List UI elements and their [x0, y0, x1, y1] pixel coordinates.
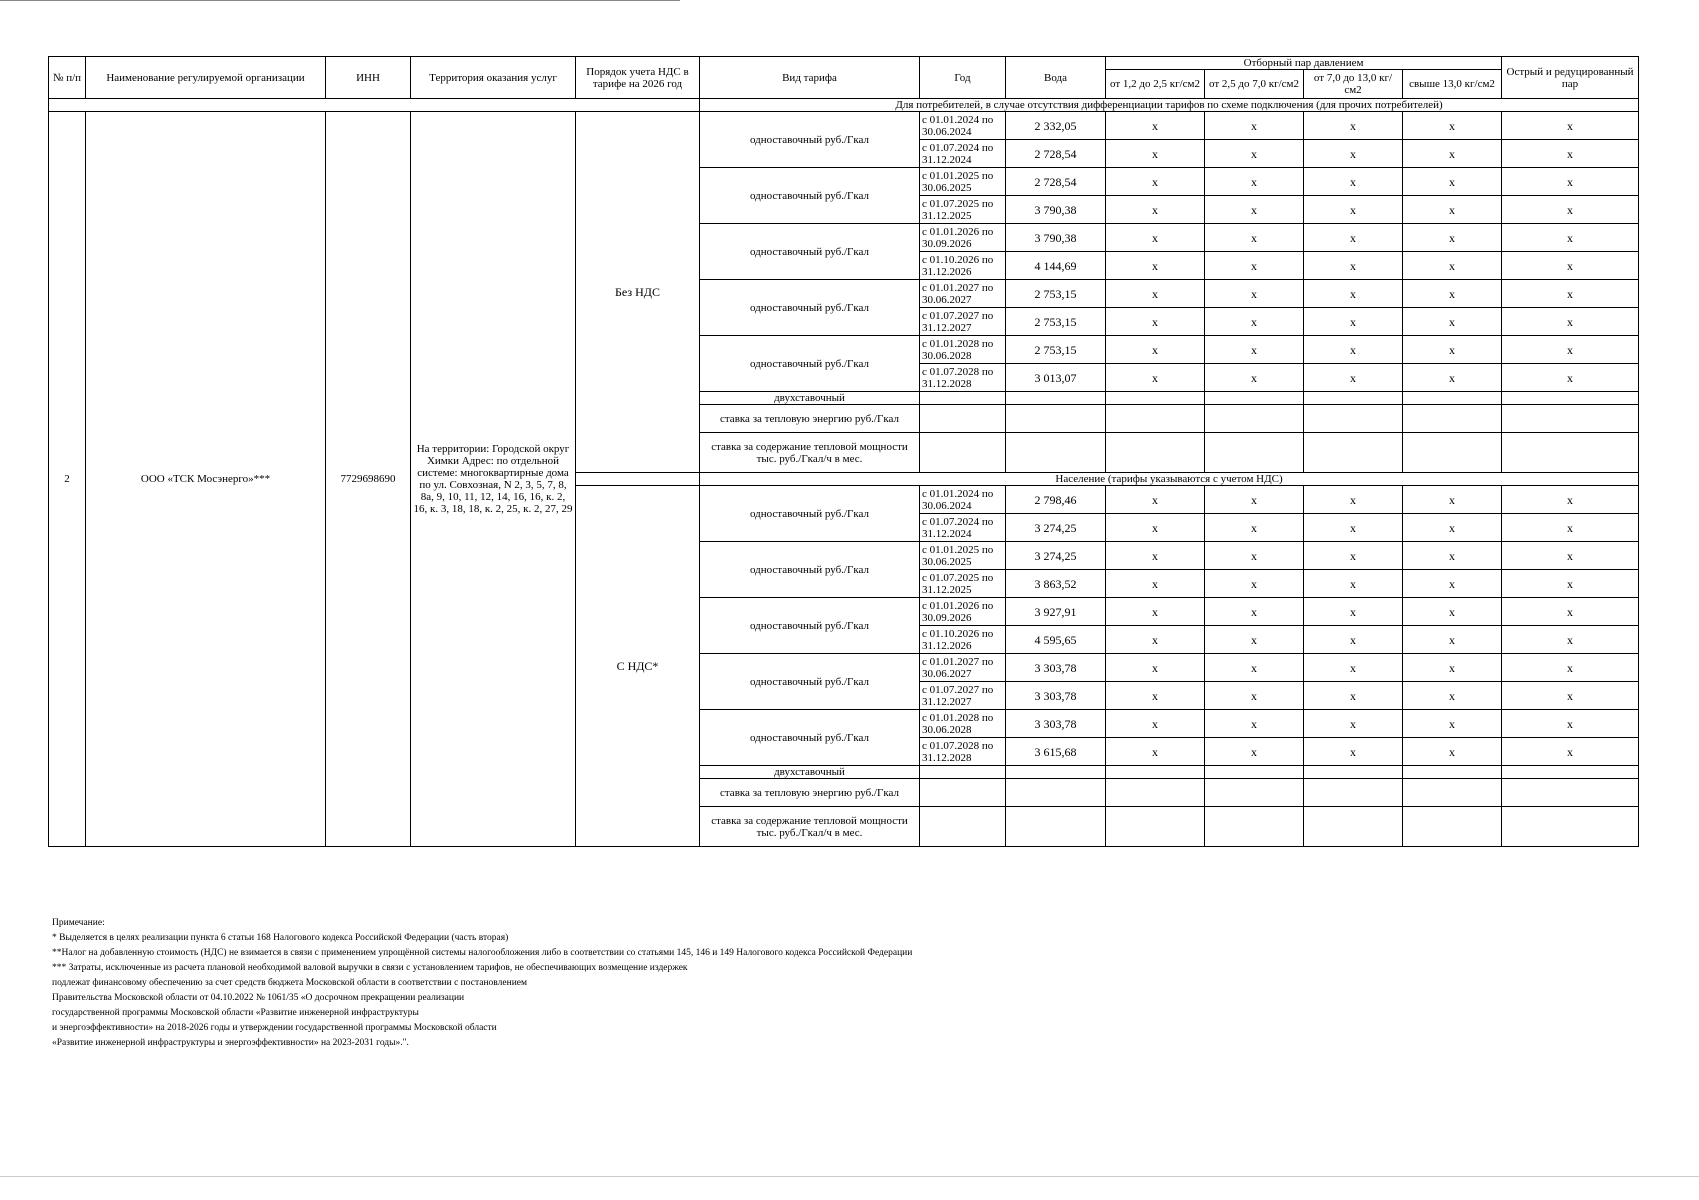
- period-cell: с 01.01.2025 по 30.06.2025: [920, 168, 1006, 196]
- x-cell: x: [1502, 654, 1639, 682]
- x-cell: x: [1403, 140, 1502, 168]
- period-cell: с 01.07.2025 по 31.12.2025: [920, 570, 1006, 598]
- x-cell: x: [1502, 308, 1639, 336]
- capacity-rate-label: ставка за содержание тепловой мощности тыс. руб./Гкал/ч в мес.: [700, 433, 920, 473]
- tariff-type-label: одноставочный руб./Гкал: [700, 336, 920, 392]
- tariff-type-label: одноставочный руб./Гкал: [700, 654, 920, 710]
- x-cell: x: [1304, 598, 1403, 626]
- x-cell: x: [1403, 224, 1502, 252]
- section-others-title: Для потребителей, в случае отсутствия дифференциации тарифов по схеме подключения (для прочих потребителей): [700, 99, 1639, 112]
- note-line: *** Затраты, исключенные из расчета плановой необходимой валовой выручки в связи с установлением тарифов, не обеспечивающих возмещение издержек: [52, 963, 688, 973]
- period-cell: с 01.07.2028 по 31.12.2028: [920, 738, 1006, 766]
- header-tariff-type: Вид тарифа: [700, 57, 920, 99]
- note-line: «Развитие инженерной инфраструктуры и энергоэффективности» на 2023-2031 годы».".: [52, 1038, 409, 1048]
- x-cell: x: [1205, 738, 1304, 766]
- x-cell: x: [1106, 280, 1205, 308]
- x-cell: x: [1403, 112, 1502, 140]
- x-cell: x: [1304, 486, 1403, 514]
- period-cell: с 01.01.2025 по 30.06.2025: [920, 542, 1006, 570]
- row-territory: На территории: Городской округ Химки Адрес: по отдельной системе: многоквартирные дома по ул. Совхозная, N 2, 3, 5, 7, 8, 8а, 9, 10, 11, 12, 14, 16, 16, к. 2, 16, к. 3, 18, 18, к. 2, 25, к. 2, 27, 29: [411, 112, 576, 847]
- water-value: 3 303,78: [1006, 654, 1106, 682]
- scan-artifact-bottom: [0, 1176, 1699, 1177]
- x-cell: x: [1205, 626, 1304, 654]
- x-cell: x: [1106, 112, 1205, 140]
- x-cell: x: [1205, 252, 1304, 280]
- x-cell: x: [1403, 308, 1502, 336]
- x-cell: x: [1205, 710, 1304, 738]
- x-cell: x: [1106, 570, 1205, 598]
- section-spacer: [576, 473, 700, 486]
- x-cell: x: [1205, 486, 1304, 514]
- tariff-type-label: одноставочный руб./Гкал: [700, 542, 920, 598]
- header-inn: ИНН: [326, 57, 411, 99]
- note-line: подлежат финансовому обеспечению за счет средств бюджета Московской области в соответствии с постановлением: [52, 978, 528, 988]
- water-value: 2 728,54: [1006, 168, 1106, 196]
- x-cell: x: [1403, 682, 1502, 710]
- vat-label-with-vat: С НДС*: [576, 486, 700, 847]
- water-value: 2 753,15: [1006, 280, 1106, 308]
- water-value: 3 013,07: [1006, 364, 1106, 392]
- x-cell: x: [1502, 710, 1639, 738]
- x-cell: x: [1403, 598, 1502, 626]
- x-cell: x: [1502, 280, 1639, 308]
- water-value: 3 303,78: [1006, 682, 1106, 710]
- note-line: Правительства Московской области от 04.10.2022 № 1061/35 «О досрочном прекращении реализации: [52, 993, 465, 1003]
- period-cell: с 01.01.2028 по 30.06.2028: [920, 336, 1006, 364]
- x-cell: x: [1502, 364, 1639, 392]
- notes-title: Примечание:: [52, 918, 105, 928]
- period-cell: с 01.01.2024 по 30.06.2024: [920, 486, 1006, 514]
- x-cell: x: [1304, 364, 1403, 392]
- x-cell: x: [1304, 626, 1403, 654]
- x-cell: x: [1304, 112, 1403, 140]
- period-cell: с 01.07.2024 по 31.12.2024: [920, 140, 1006, 168]
- x-cell: x: [1304, 280, 1403, 308]
- x-cell: x: [1502, 168, 1639, 196]
- x-cell: x: [1106, 682, 1205, 710]
- x-cell: x: [1403, 570, 1502, 598]
- x-cell: x: [1205, 280, 1304, 308]
- x-cell: x: [1403, 542, 1502, 570]
- scan-artifact-top: [0, 0, 680, 1]
- tariff-type-label: одноставочный руб./Гкал: [700, 598, 920, 654]
- header-num: № п/п: [49, 57, 86, 99]
- x-cell: x: [1502, 738, 1639, 766]
- energy-rate-label: ставка за тепловую энергию руб./Гкал: [700, 405, 920, 433]
- tariff-type-label: одноставочный руб./Гкал: [700, 486, 920, 542]
- header-year: Год: [920, 57, 1006, 99]
- period-cell: с 01.01.2028 по 30.06.2028: [920, 710, 1006, 738]
- x-cell: x: [1106, 336, 1205, 364]
- x-cell: x: [1304, 682, 1403, 710]
- header-steam-3: от 7,0 до 13,0 кг/см2: [1304, 70, 1403, 99]
- water-value: 3 927,91: [1006, 598, 1106, 626]
- water-value: 2 753,15: [1006, 308, 1106, 336]
- x-cell: x: [1106, 654, 1205, 682]
- water-value: 2 728,54: [1006, 140, 1106, 168]
- header-steam-2: от 2,5 до 7,0 кг/см2: [1205, 70, 1304, 99]
- water-value: 4 595,65: [1006, 626, 1106, 654]
- period-cell: с 01.10.2026 по 31.12.2026: [920, 626, 1006, 654]
- water-value: 3 790,38: [1006, 196, 1106, 224]
- header-sharp-steam: Острый и редуцированный пар: [1502, 57, 1639, 99]
- x-cell: x: [1502, 598, 1639, 626]
- x-cell: x: [1403, 252, 1502, 280]
- water-value: 3 274,25: [1006, 542, 1106, 570]
- x-cell: x: [1304, 252, 1403, 280]
- tariff-table: [48, 56, 1639, 847]
- vat-label-no-vat: Без НДС: [576, 112, 700, 473]
- water-value: 4 144,69: [1006, 252, 1106, 280]
- x-cell: x: [1403, 336, 1502, 364]
- x-cell: x: [1502, 112, 1639, 140]
- period-cell: с 01.07.2028 по 31.12.2028: [920, 364, 1006, 392]
- period-cell: с 01.07.2024 по 31.12.2024: [920, 514, 1006, 542]
- x-cell: x: [1502, 140, 1639, 168]
- header-territory: Территория оказания услуг: [411, 57, 576, 99]
- x-cell: x: [1304, 308, 1403, 336]
- header-vat-order: Порядок учета НДС в тарифе на 2026 год: [576, 57, 700, 99]
- x-cell: x: [1205, 598, 1304, 626]
- x-cell: x: [1205, 570, 1304, 598]
- period-cell: с 01.07.2027 по 31.12.2027: [920, 308, 1006, 336]
- period-cell: с 01.01.2027 по 30.06.2027: [920, 280, 1006, 308]
- water-value: 2 798,46: [1006, 486, 1106, 514]
- x-cell: x: [1502, 682, 1639, 710]
- x-cell: x: [1304, 654, 1403, 682]
- tariff-type-label: одноставочный руб./Гкал: [700, 168, 920, 224]
- x-cell: x: [1106, 598, 1205, 626]
- x-cell: x: [1106, 542, 1205, 570]
- header-steam-group: Отборный пар давлением: [1106, 57, 1502, 70]
- row-org: ООО «ТСК Мосэнерго»***: [86, 112, 326, 847]
- period-cell: с 01.01.2027 по 30.06.2027: [920, 654, 1006, 682]
- two-rate-label: двухставочный: [700, 766, 920, 779]
- x-cell: x: [1403, 280, 1502, 308]
- header-steam-1: от 1,2 до 2,5 кг/см2: [1106, 70, 1205, 99]
- x-cell: x: [1304, 542, 1403, 570]
- period-cell: с 01.01.2026 по 30.09.2026: [920, 598, 1006, 626]
- two-rate-label: двухставочный: [700, 392, 920, 405]
- x-cell: x: [1502, 196, 1639, 224]
- note-line: * Выделяется в целях реализации пункта 6 статьи 168 Налогового кодекса Российской Федерации (часть вторая): [52, 933, 509, 943]
- x-cell: x: [1304, 514, 1403, 542]
- x-cell: x: [1106, 710, 1205, 738]
- x-cell: x: [1502, 570, 1639, 598]
- period-cell: с 01.07.2027 по 31.12.2027: [920, 682, 1006, 710]
- x-cell: x: [1205, 654, 1304, 682]
- x-cell: x: [1205, 336, 1304, 364]
- period-cell: с 01.10.2026 по 31.12.2026: [920, 252, 1006, 280]
- section-spacer: [49, 99, 700, 112]
- x-cell: x: [1502, 486, 1639, 514]
- notes-block: [52, 916, 912, 1051]
- water-value: 3 863,52: [1006, 570, 1106, 598]
- x-cell: x: [1106, 486, 1205, 514]
- x-cell: x: [1205, 140, 1304, 168]
- x-cell: x: [1205, 196, 1304, 224]
- x-cell: x: [1106, 224, 1205, 252]
- x-cell: x: [1304, 570, 1403, 598]
- water-value: 3 303,78: [1006, 710, 1106, 738]
- period-cell: с 01.01.2026 по 30.09.2026: [920, 224, 1006, 252]
- x-cell: x: [1106, 626, 1205, 654]
- x-cell: x: [1106, 364, 1205, 392]
- x-cell: x: [1403, 626, 1502, 654]
- x-cell: x: [1106, 168, 1205, 196]
- x-cell: x: [1403, 486, 1502, 514]
- water-value: 2 753,15: [1006, 336, 1106, 364]
- x-cell: x: [1403, 514, 1502, 542]
- x-cell: x: [1205, 308, 1304, 336]
- x-cell: x: [1502, 224, 1639, 252]
- energy-rate-label: ставка за тепловую энергию руб./Гкал: [700, 779, 920, 807]
- x-cell: x: [1502, 514, 1639, 542]
- header-water: Вода: [1006, 57, 1106, 99]
- period-cell: с 01.01.2024 по 30.06.2024: [920, 112, 1006, 140]
- capacity-rate-label: ставка за содержание тепловой мощности тыс. руб./Гкал/ч в мес.: [700, 807, 920, 847]
- x-cell: x: [1403, 168, 1502, 196]
- row-inn: 7729698690: [326, 112, 411, 847]
- x-cell: x: [1502, 542, 1639, 570]
- x-cell: x: [1205, 224, 1304, 252]
- tariff-type-label: одноставочный руб./Гкал: [700, 112, 920, 168]
- x-cell: x: [1403, 364, 1502, 392]
- tariff-type-label: одноставочный руб./Гкал: [700, 224, 920, 280]
- period-cell: с 01.07.2025 по 31.12.2025: [920, 196, 1006, 224]
- x-cell: x: [1304, 196, 1403, 224]
- x-cell: x: [1304, 140, 1403, 168]
- x-cell: x: [1304, 738, 1403, 766]
- x-cell: x: [1205, 514, 1304, 542]
- x-cell: x: [1106, 308, 1205, 336]
- x-cell: x: [1403, 710, 1502, 738]
- water-value: 3 274,25: [1006, 514, 1106, 542]
- x-cell: x: [1205, 112, 1304, 140]
- x-cell: x: [1106, 140, 1205, 168]
- section-population-title: Население (тарифы указываются с учетом НДС): [700, 473, 1639, 486]
- x-cell: x: [1205, 682, 1304, 710]
- x-cell: x: [1502, 252, 1639, 280]
- x-cell: x: [1304, 336, 1403, 364]
- note-line: государственной программы Московской области «Развитие инженерной инфраструктуры: [52, 1008, 419, 1018]
- x-cell: x: [1106, 252, 1205, 280]
- x-cell: x: [1106, 196, 1205, 224]
- water-value: 3 615,68: [1006, 738, 1106, 766]
- tariff-type-label: одноставочный руб./Гкал: [700, 710, 920, 766]
- x-cell: x: [1502, 626, 1639, 654]
- x-cell: x: [1403, 654, 1502, 682]
- x-cell: x: [1106, 738, 1205, 766]
- x-cell: x: [1304, 710, 1403, 738]
- row-num: 2: [49, 112, 86, 847]
- x-cell: x: [1205, 364, 1304, 392]
- x-cell: x: [1106, 514, 1205, 542]
- x-cell: x: [1403, 738, 1502, 766]
- x-cell: x: [1304, 224, 1403, 252]
- note-line: **Налог на добавленную стоимость (НДС) не взимается в связи с применением упрощённой системы налогообложения либо в соответствии со статьями 145, 146 и 149 Налогового кодекса Российской Федерации: [52, 948, 913, 958]
- x-cell: x: [1502, 336, 1639, 364]
- tariff-type-label: одноставочный руб./Гкал: [700, 280, 920, 336]
- water-value: 2 332,05: [1006, 112, 1106, 140]
- x-cell: x: [1304, 168, 1403, 196]
- x-cell: x: [1205, 168, 1304, 196]
- note-line: и энергоэффективности» на 2018-2026 годы и утверждении государственной программы Московской области: [52, 1023, 497, 1033]
- header-steam-4: свыше 13,0 кг/см2: [1403, 70, 1502, 99]
- x-cell: x: [1205, 542, 1304, 570]
- header-org: Наименование регулируемой организации: [86, 57, 326, 99]
- water-value: 3 790,38: [1006, 224, 1106, 252]
- x-cell: x: [1403, 196, 1502, 224]
